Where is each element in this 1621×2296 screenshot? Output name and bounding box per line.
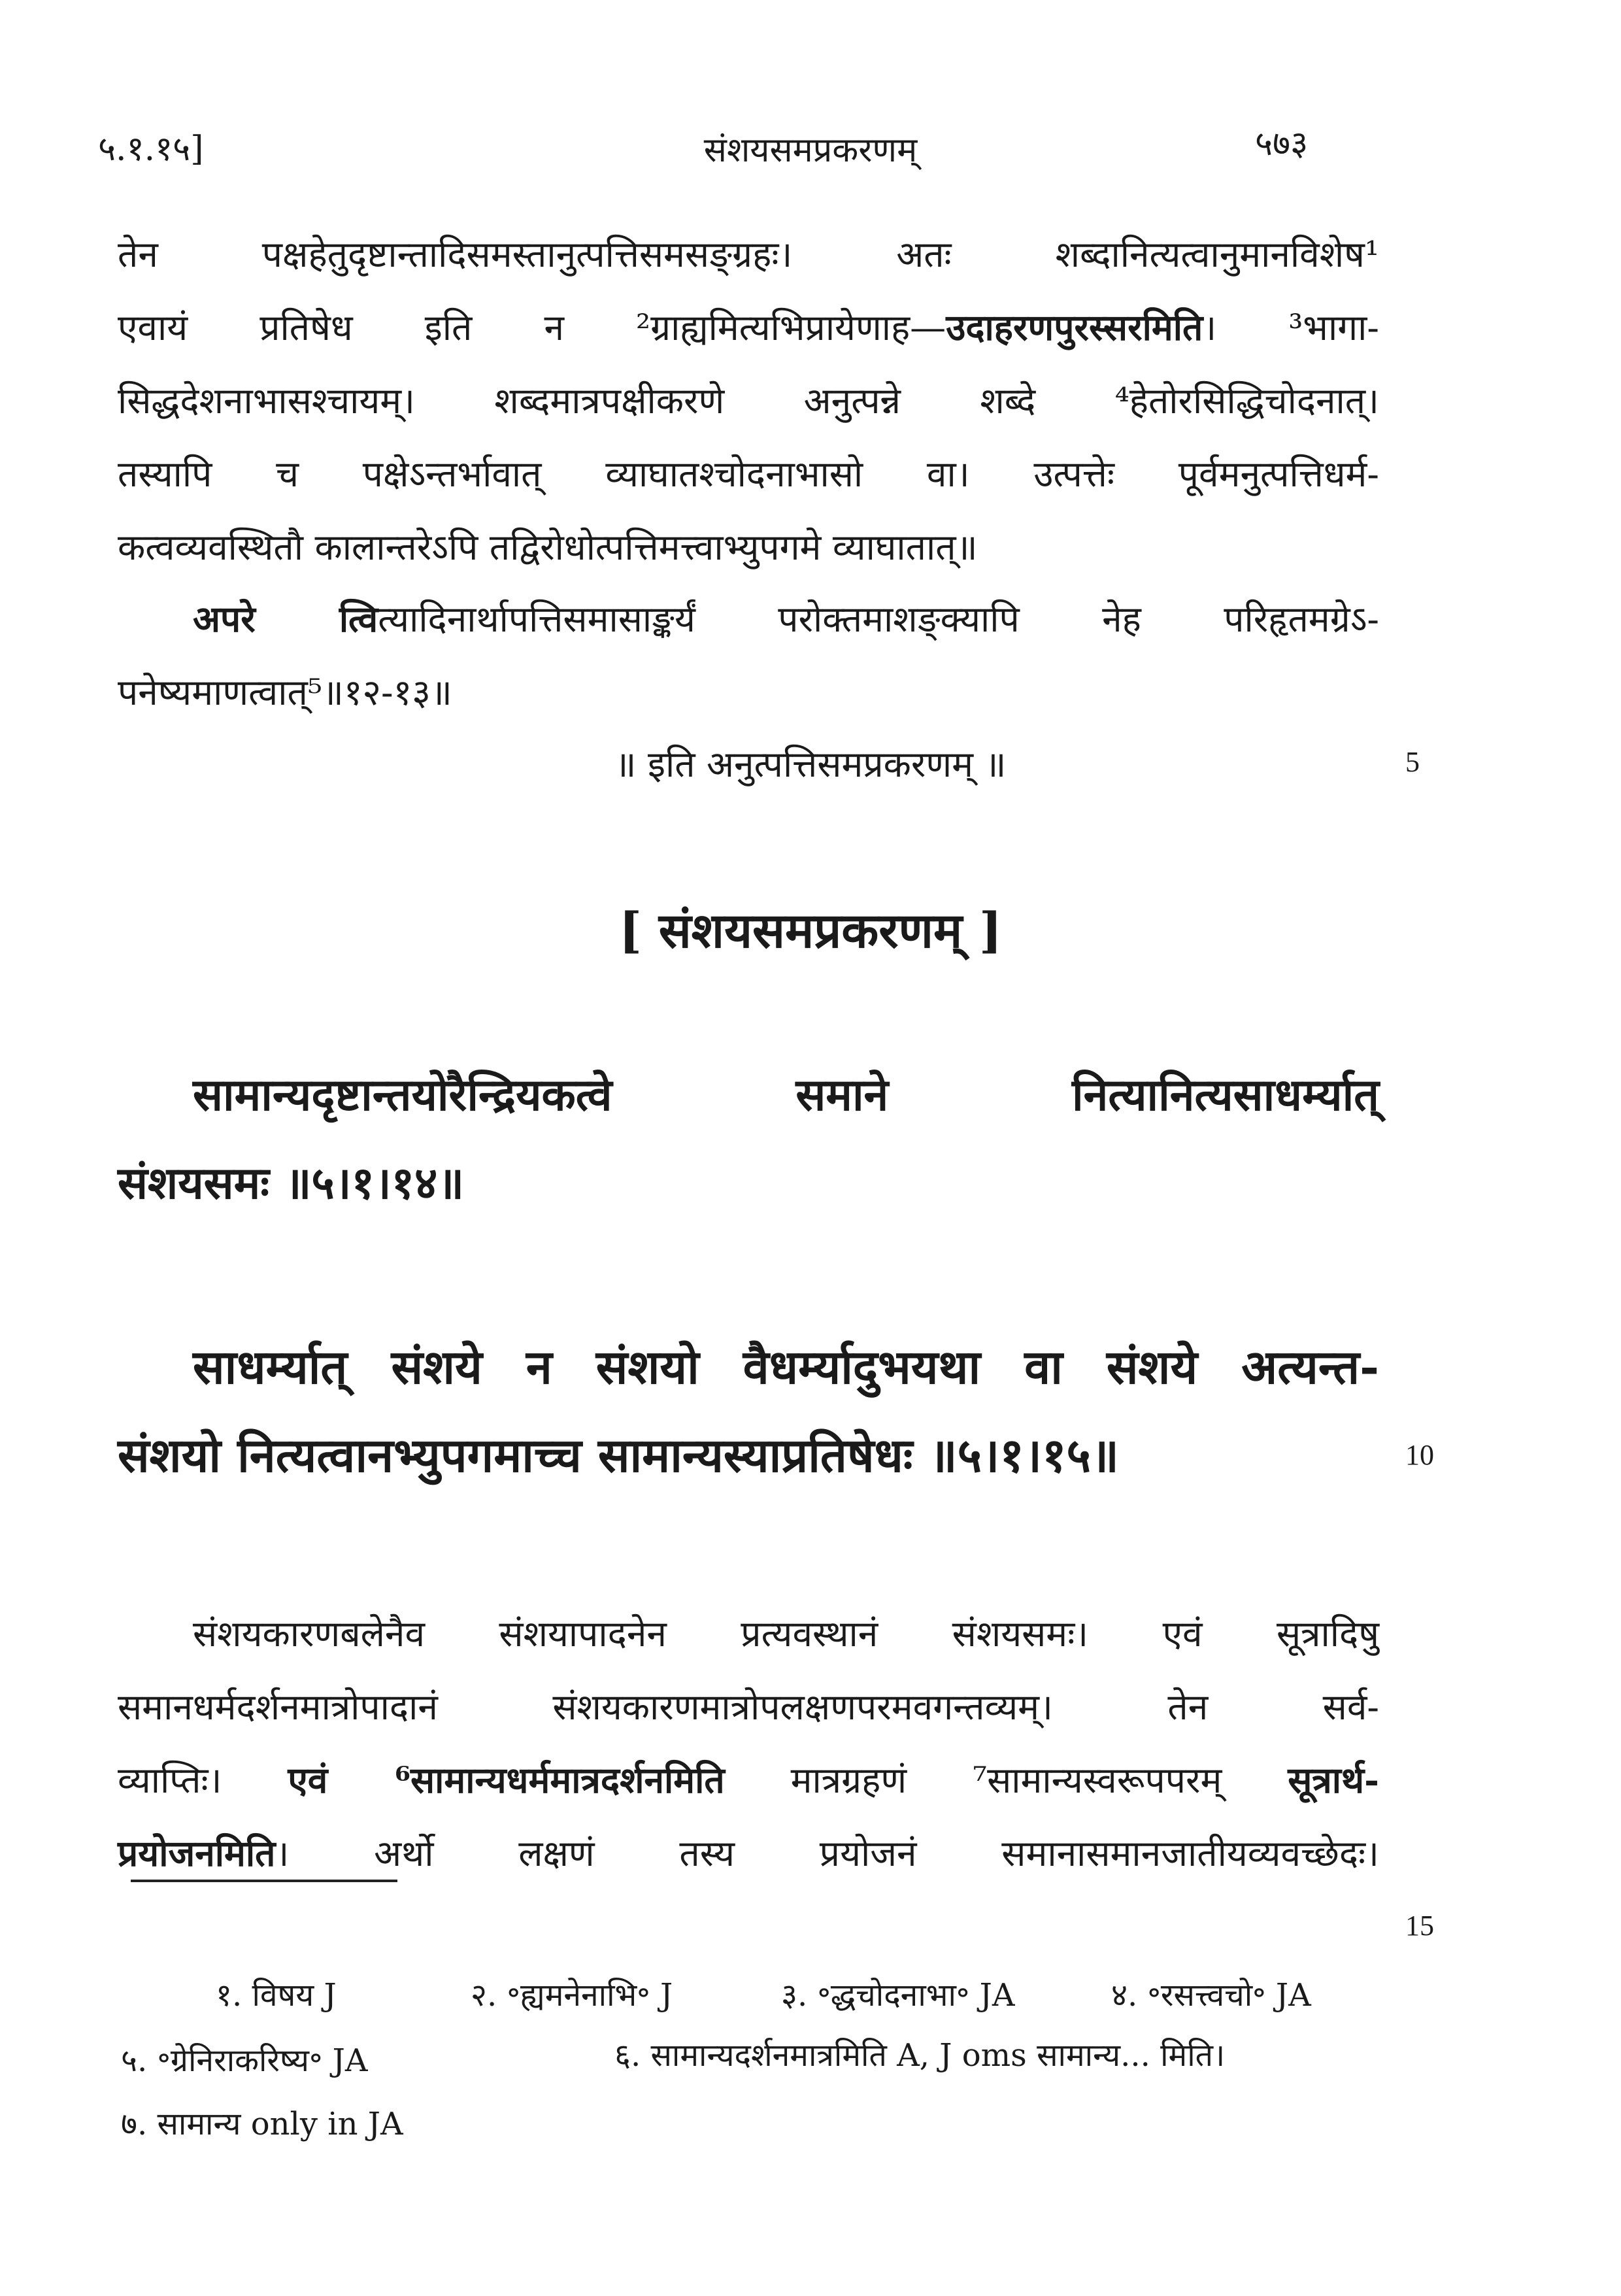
para3-line3: [118, 1755, 1379, 1804]
para2-line1-bold: अपरे त्वि: [193, 598, 378, 640]
para3-line3-bold1: एवं ⁶सामान्यधर्ममात्रदर्शनमिति: [288, 1759, 725, 1801]
para1-line3: सिद्धदेशनाभासश्चायम्। शब्दमात्रपक्षीकरणे अनुत्पन्ने शब्दे ⁴हेतोरसिद्धिचोदनात्।: [118, 380, 1379, 422]
footnote-rule: [131, 1880, 397, 1882]
para3-line4: [118, 1828, 1379, 1877]
para3-line1: संशयकारणबलेनैव संशयापादनेन प्रत्यवस्थानं संशयसमः। एवं सूत्रादिषु: [193, 1613, 1379, 1655]
para3-line4-text: । अर्थो लक्षणं तस्य प्रयोजनं समानासमानजातीयव्यवच्छेदः।: [275, 1832, 1379, 1874]
header-page-number: ५७३: [1255, 124, 1309, 163]
header-section-ref: ५.१.१५]: [98, 129, 204, 169]
sutra14-line1: सामान्यदृष्टान्तयोरैन्द्रियकत्वे समाने नित्यानित्यसाधर्म्यात्: [193, 1069, 1379, 1121]
para3-line4-bold: प्रयोजनमिति: [118, 1832, 276, 1874]
section-title: [ संशयसमप्रकरणम् ]: [618, 903, 1003, 959]
para1-line2: [118, 302, 1379, 351]
para3-line2: समानधर्मदर्शनमात्रोपादानं संशयकारणमात्रोपलक्षणपरमवगन्तव्यम्। तेन सर्व-: [118, 1686, 1379, 1728]
line-number-5: 5: [1405, 746, 1420, 778]
footnote-7: ७. सामान्य only in JA: [121, 2106, 403, 2142]
para2-line1-text: त्यादिनार्थापत्तिसमासाङ्कर्यं परोक्तमाशङ्क्यापि नेह परिहृतमग्रेऽ-: [378, 598, 1379, 640]
footnote-1: १. विषय J: [216, 1977, 337, 2014]
footnote-6: ६. सामान्यदर्शनमात्रमिति A, J oms सामान्य... मिति।: [614, 2037, 1226, 2074]
para1-line2-text: एवायं प्रतिषेध इति न ²ग्राह्यमित्यभिप्रायेणाह—: [118, 307, 946, 348]
sutra15-line2: संशयो नित्यत्वानभ्युपगमाच्च सामान्यस्याप्रतिषेधः ॥५।१।१५॥: [118, 1427, 1120, 1483]
footnote-2: २. ॰ह्यमनेनाभि॰ J: [471, 1977, 673, 2014]
footnote-3: ३. ॰द्धचोदनाभा॰ JA: [781, 1977, 1015, 2014]
sutra14-line2: संशयसमः ॥५।१।१४॥: [118, 1157, 465, 1209]
footnote-4: ४. ॰रसत्त्वचो॰ JA: [1111, 1977, 1311, 2014]
line-number-15: 15: [1405, 1910, 1434, 1942]
para3-line3-start: व्याप्तिः।: [118, 1759, 288, 1801]
para1-line2-tail: । ³भागा-: [1203, 307, 1379, 348]
header-running-title: संशयसमप्रकरणम्: [703, 131, 918, 170]
para2-line2: पनेष्यमाणत्वात्⁵॥१२-१३॥: [118, 671, 452, 713]
para2-line1: [193, 594, 1379, 643]
closing-colophon: ॥ इति अनुत्पत्तिसमप्रकरणम् ॥: [614, 743, 1007, 785]
footnote-5: ५. ॰ग्रेनिराकरिष्य॰ JA: [121, 2042, 368, 2079]
para3-line3-middle: मात्रग्रहणं ⁷सामान्यस्वरूपपरम्: [724, 1759, 1288, 1801]
para1-line5: कत्वव्यवस्थितौ कालान्तरेऽपि तद्विरोधोत्पत्तिमत्त्वाभ्युपगमे व्याघातात्॥: [118, 526, 978, 568]
para1-line1: तेन पक्षहेतुदृष्टान्तादिसमस्तानुत्पत्तिसमसङ्ग्रहः। अतः शब्दानित्यत्वानुमानविशेष¹: [118, 233, 1379, 275]
para1-line4: तस्यापि च पक्षेऽन्तर्भावात् व्याघातश्चोदनाभासो वा। उत्पत्तेः पूर्वमनुत्पत्तिधर्म-: [118, 453, 1379, 495]
sutra15-line1: साधर्म्यात् संशये न संशयो वैधर्म्यादुभयथा वा संशये अत्यन्त-: [193, 1339, 1379, 1394]
para1-line2-bold: उदाहरणपुरस्सरमिति: [946, 306, 1203, 348]
para3-line3-bold2: सूत्रार्थ-: [1288, 1759, 1379, 1801]
line-number-10: 10: [1405, 1439, 1434, 1471]
